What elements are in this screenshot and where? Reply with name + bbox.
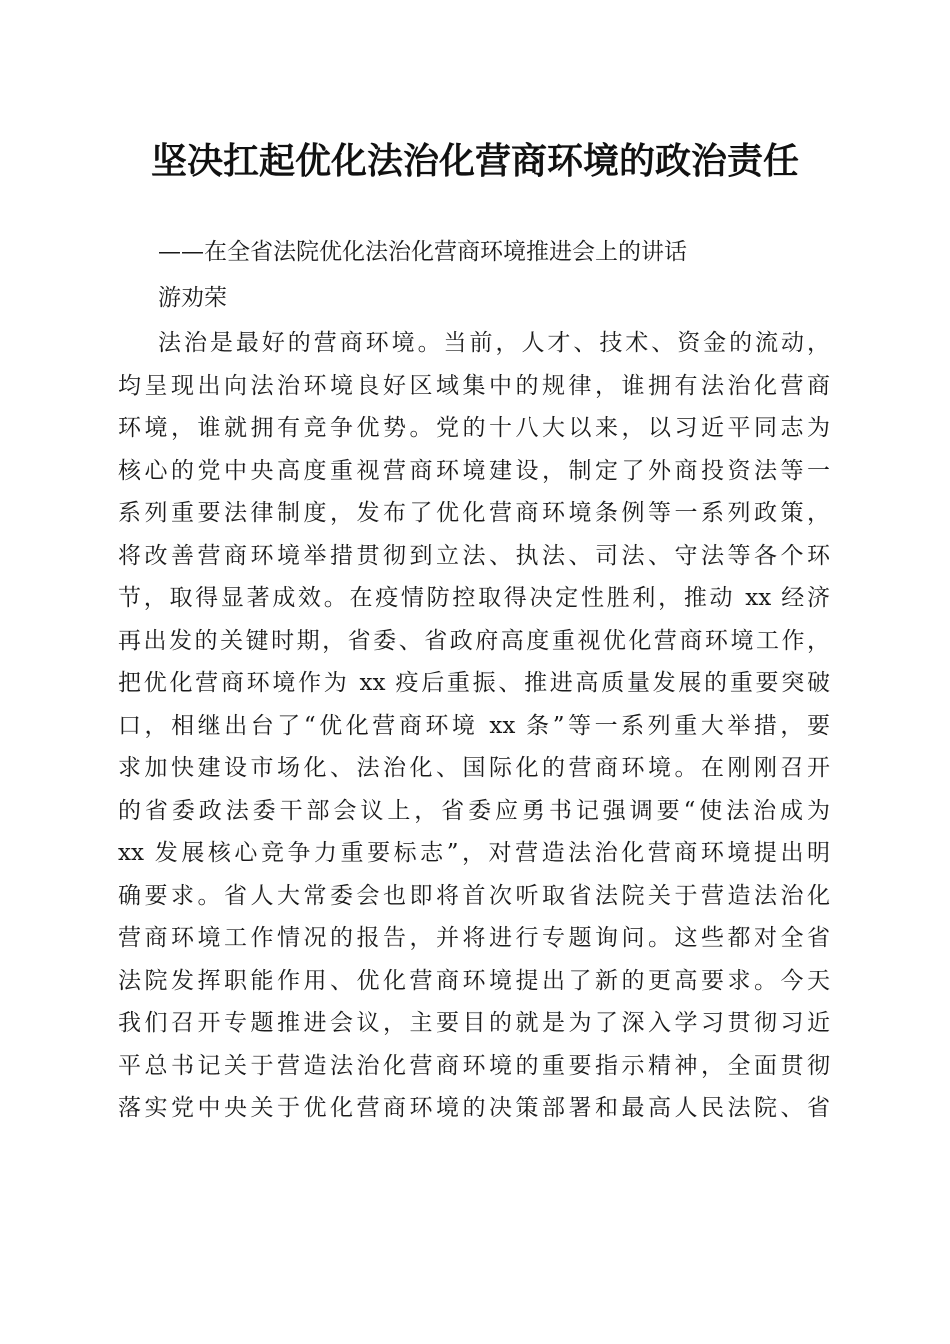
body-line: 我们召开专题推进会议，主要目的就是为了深入学习贯彻习近 [118, 1010, 830, 1036]
body-line: 平总书记关于营造法治化营商环境的重要指示精神，全面贯彻 [118, 1052, 830, 1079]
body-line: 再出发的关键时期，省委、省政府高度重视优化营商环境工作， [118, 627, 830, 654]
body-line: xx 发展核心竞争力重要标志”，对营造法治化营商环境提出明 [118, 840, 830, 866]
body-line: 营商环境工作情况的报告，并将进行专题询问。这些都对全省 [118, 925, 830, 951]
body-line: 节，取得显著成效。在疫情防控取得决定性胜利，推动 xx 经济 [118, 585, 830, 611]
body-line: 的省委政法委干部会议上，省委应勇书记强调要“使法治成为 [118, 797, 830, 824]
body-line: 法院发挥职能作用、优化营商环境提出了新的更高要求。今天 [118, 967, 830, 994]
body-line: 将改善营商环境举措贯彻到立法、执法、司法、守法等各个环 [118, 542, 830, 569]
body-line: 口，相继出台了“优化营商环境 xx 条”等一系列重大举措，要 [118, 712, 830, 739]
body-line: 环境，谁就拥有竞争优势。党的十八大以来，以习近平同志为 [118, 415, 830, 441]
document-author: 游劝荣 [158, 285, 227, 311]
body-line: 系列重要法律制度，发布了优化营商环境条例等一系列政策， [118, 500, 830, 526]
body-line: 落实党中央关于优化营商环境的决策部署和最高人民法院、省 [118, 1095, 830, 1121]
body-line: 核心的党中央高度重视营商环境建设，制定了外商投资法等一 [118, 457, 830, 484]
body-line: 均呈现出向法治环境良好区域集中的规律，谁拥有法治化营商 [118, 372, 830, 399]
body-paragraph [118, 322, 830, 1130]
document-subtitle: ——在全省法院优化法治化营商环境推进会上的讲话 [158, 239, 687, 265]
body-line: 求加快建设市场化、法治化、国际化的营商环境。在刚刚召开 [118, 755, 830, 781]
body-line: 把优化营商环境作为 xx 疫后重振、推进高质量发展的重要突破 [118, 670, 830, 696]
body-line: 确要求。省人大常委会也即将首次听取省法院关于营造法治化 [118, 882, 830, 909]
document-title: 坚决扛起优化法治化营商环境的政治责任 [150, 140, 799, 182]
body-line: 法治是最好的营商环境。当前，人才、技术、资金的流动， [158, 330, 830, 356]
